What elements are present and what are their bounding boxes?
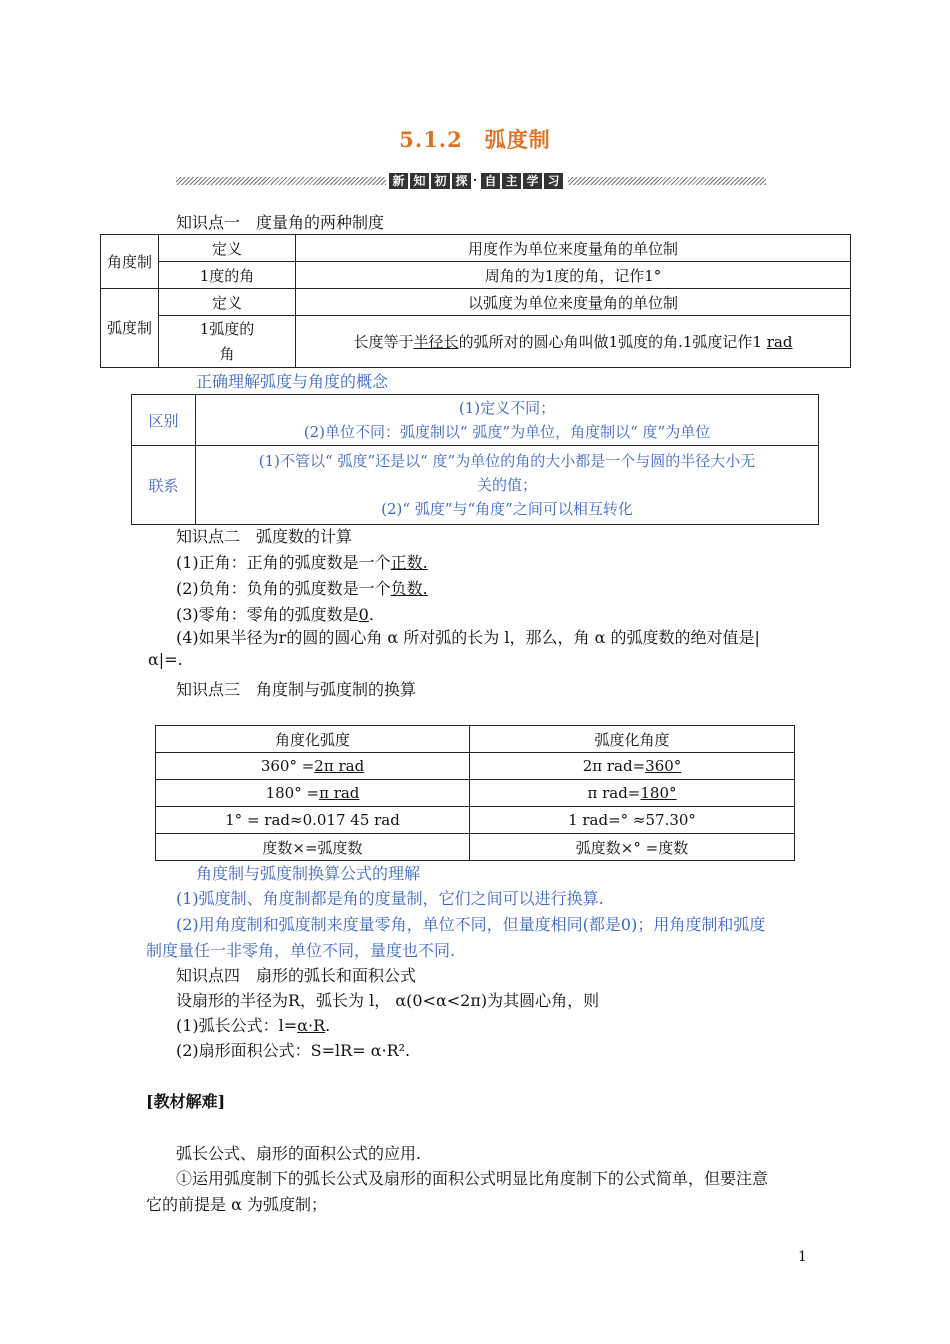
- page-number: 1: [798, 1249, 807, 1265]
- note2-line: 制度量任一非零角，单位不同，量度也不同.: [146, 941, 456, 960]
- kp3-answer: 360°: [645, 757, 682, 775]
- kp3-answer: π rad: [319, 784, 360, 802]
- note1-link-line: 关的值；: [476, 476, 537, 494]
- kp3-col-header: 角度化弧度: [156, 726, 470, 753]
- kp3-cell-text: π rad=: [587, 784, 641, 802]
- kp3-col-header: 弧度化角度: [470, 726, 795, 753]
- banner-char: 自: [481, 173, 500, 189]
- note1-table: [131, 394, 819, 525]
- kp3-cell: 弧度数×° =度数: [470, 834, 795, 861]
- note1-diff-label: 区别: [132, 395, 196, 446]
- kp2-line: [176, 550, 428, 573]
- kp4-line: [176, 1013, 330, 1036]
- banner-hatch-right: [568, 177, 766, 185]
- rad-one-unit: rad: [766, 333, 793, 351]
- deg-one-text: 周角的为1度的角，记作1°: [296, 262, 851, 289]
- banner-char: 新: [389, 173, 408, 189]
- kp2-answer: 0: [358, 605, 369, 624]
- note1-link-line: (1)不管以“ 弧度”还是以“ 度”为单位的角的大小都是一个与圆的半径大小无: [258, 452, 756, 470]
- note1-diff-text: [196, 395, 819, 446]
- banner-char: 探: [452, 173, 471, 189]
- kp3-cell-text: 180° =: [265, 784, 320, 802]
- kp1-table: [100, 234, 851, 368]
- kp2-line: α|=.: [148, 650, 183, 669]
- rad-one-mid: 的弧所对的圆心角叫做1弧度的角.1弧度记作1: [458, 333, 767, 351]
- note1-diff-line: (2)单位不同：弧度制以“ 弧度”为单位，角度制以“ 度”为单位: [303, 423, 711, 441]
- note1-link-text: [196, 446, 819, 525]
- note2-line: (1)弧度制、角度制都是角的度量制，它们之间可以进行换算.: [176, 889, 604, 908]
- kp3-cell: [156, 753, 470, 780]
- note1-heading: 正确理解弧度与角度的概念: [196, 372, 389, 391]
- section-paragraph: 它的前提是 α 为弧度制；: [146, 1195, 327, 1214]
- kp4-line: (2)扇形面积公式：S=lR= α·R².: [176, 1041, 411, 1060]
- section-banner: [176, 173, 766, 189]
- kp1-heading: 知识点一 度量角的两种制度: [176, 213, 385, 232]
- banner-hatch-left: [176, 177, 386, 185]
- rad-one-pre: 长度等于: [353, 333, 414, 351]
- note2-heading: 角度制与弧度制换算公式的理解: [196, 864, 421, 883]
- section-paragraph: 弧长公式、扇形的面积公式的应用.: [176, 1144, 422, 1163]
- rad-one-answer: 半径长: [413, 333, 459, 351]
- banner-char: 习: [544, 173, 563, 189]
- kp3-cell: [156, 780, 470, 807]
- note1-link-label: 联系: [132, 446, 196, 525]
- kp3-heading: 知识点三 角度制与弧度制的换算: [176, 680, 417, 699]
- note2-line: (2)用角度制和弧度制来度量零角，单位不同，但量度相同(都是0)；用角度制和弧度: [176, 915, 766, 934]
- kp3-cell-text: 360° =: [260, 757, 315, 775]
- deg-def-text: 用度作为单位来度量角的单位制: [296, 235, 851, 262]
- banner-char: 知: [410, 173, 429, 189]
- deg-def-label: 定义: [159, 235, 296, 262]
- rad-def-text: 以弧度为单位来度量角的单位制: [296, 289, 851, 316]
- rad-def-label: 定义: [159, 289, 296, 316]
- kp3-cell: [470, 753, 795, 780]
- kp4-answer: α·R: [297, 1016, 326, 1035]
- kp2-line-text: (3)零角：零角的弧度数是: [176, 605, 359, 624]
- note1-diff-line: (1)定义不同；: [458, 399, 556, 417]
- kp3-cell: 1 rad=° ≈57.30°: [470, 807, 795, 834]
- kp3-cell-text: 2π rad=: [582, 757, 646, 775]
- section-heading: [教材解难]: [146, 1092, 226, 1111]
- kp4-heading: 知识点四 扇形的弧长和面积公式: [176, 966, 417, 985]
- kp4-line: 设扇形的半径为R，弧长为 l， α(0<α<2π)为其圆心角，则: [176, 991, 600, 1010]
- kp2-answer: 负数.: [390, 579, 428, 598]
- kp4-line-text: .: [325, 1016, 331, 1035]
- kp3-answer: 180°: [640, 784, 677, 802]
- kp4-line-text: (1)弧长公式：l=: [176, 1016, 298, 1035]
- banner-dot: ·: [473, 173, 478, 187]
- banner-char: 初: [431, 173, 450, 189]
- kp3-cell: 度数×=弧度数: [156, 834, 470, 861]
- rad-one-text: [296, 316, 851, 368]
- kp2-line-text: .: [368, 605, 374, 624]
- kp2-answer: 正数.: [390, 553, 428, 572]
- rad-group-cell: 弧度制: [101, 289, 159, 368]
- kp3-cell: [470, 780, 795, 807]
- banner-char: 学: [523, 173, 542, 189]
- kp2-heading: 知识点二 弧度数的计算: [176, 527, 353, 546]
- kp2-line: [176, 576, 428, 599]
- page-title: 5.1.2 弧度制: [399, 127, 551, 152]
- kp3-table: [155, 725, 795, 861]
- rad-one-label: 1弧度的角: [159, 316, 296, 368]
- deg-one-label: 1度的角: [159, 262, 296, 289]
- kp2-line-text: (2)负角：负角的弧度数是一个: [176, 579, 391, 598]
- banner-char: 主: [502, 173, 521, 189]
- note1-link-line: (2)“ 弧度”与“角度”之间可以相互转化: [381, 500, 633, 518]
- kp2-line: [176, 602, 374, 625]
- kp3-cell: 1° = rad≈0.017 45 rad: [156, 807, 470, 834]
- kp2-line: (4)如果半径为r的圆的圆心角 α 所对弧的长为 l，那么，角 α 的弧度数的绝对值是|: [176, 628, 760, 647]
- kp3-answer: 2π rad: [314, 757, 365, 775]
- kp2-line-text: (1)正角：正角的弧度数是一个: [176, 553, 391, 572]
- deg-group-cell: 角度制: [101, 235, 159, 289]
- section-paragraph: ①运用弧度制下的弧长公式及扇形的面积公式明显比角度制下的公式简单，但要注意: [176, 1169, 769, 1188]
